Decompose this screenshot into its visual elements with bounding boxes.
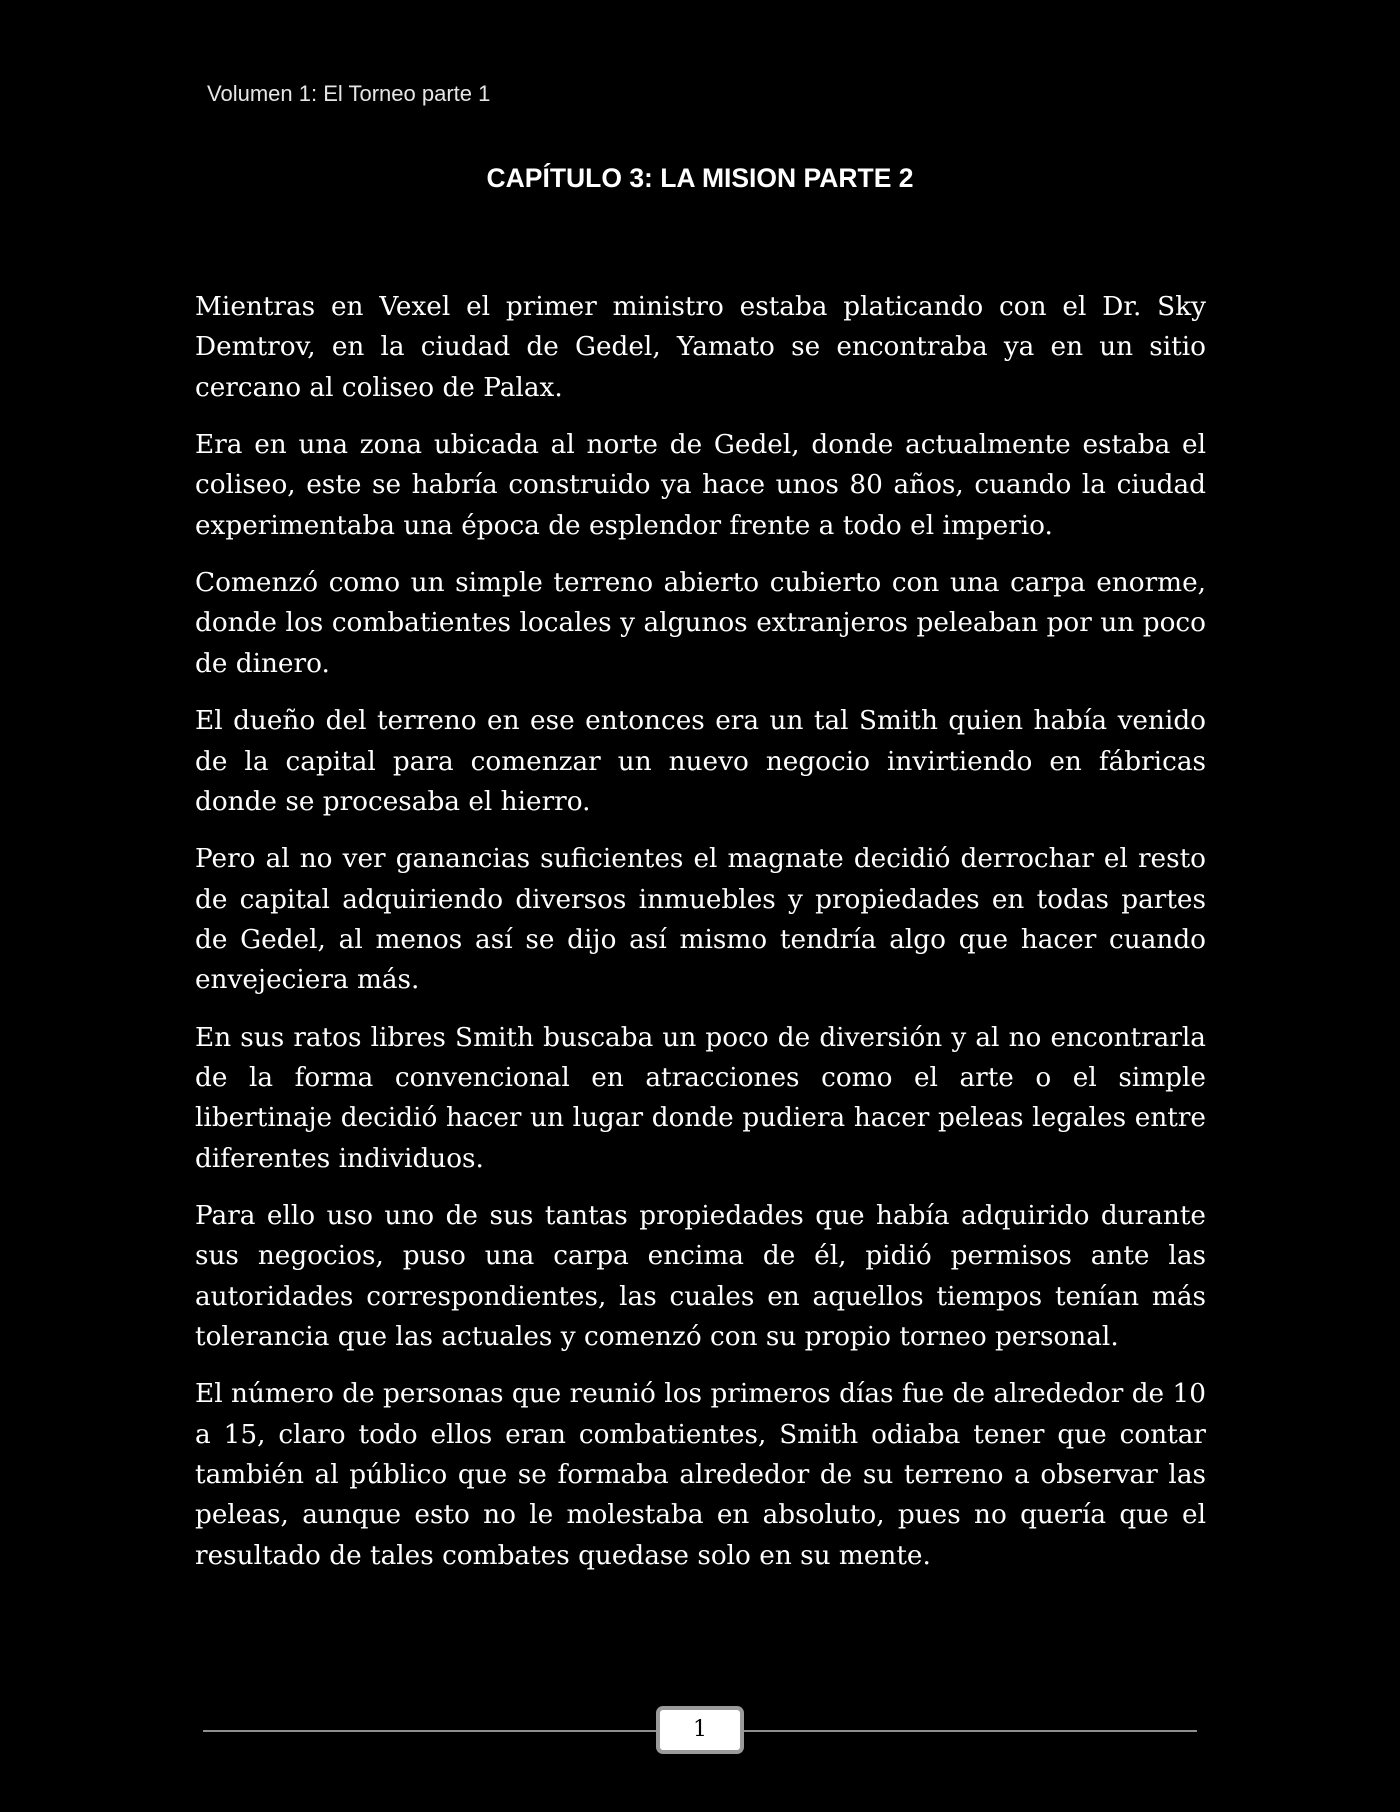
paragraph: Mientras en Vexel el primer ministro estaba platicando con el Dr. Sky Demtrov, en la ciudad de Gedel, Yamato se encontraba ya en un sitio cercano al coliseo de Palax. [195, 292, 1206, 403]
paragraph: Era en una zona ubicada al norte de Gedel, donde actualmente estaba el coliseo, este se habría construido ya hace unos 80 años, cuando la ciudad experimentaba una época de esplendor frente a todo el imperio. [195, 430, 1206, 541]
chapter-title: CAPÍTULO 3: LA MISION PARTE 2 [486, 163, 914, 193]
paragraph: Pero al no ver ganancias suficientes el magnate decidió derrochar el resto de capital adquiriendo diversos inmuebles y propiedades en todas partes de Gedel, al menos así se dijo así mismo tendría algo que hacer cuando envejeciera más. [195, 844, 1206, 996]
running-header: Volumen 1: El Torneo parte 1 [207, 81, 491, 106]
page-number: 1 [656, 1706, 744, 1754]
paragraph: Para ello uso uno de sus tantas propiedades que había adquirido durante sus negocios, puso una carpa encima de él, pidió permisos ante las autoridades correspondientes, las cuales en aquellos tiempos tenían más tolerancia que las actuales y comenzó con su propio torneo personal. [195, 1201, 1206, 1352]
page-footer [203, 1706, 1197, 1754]
paragraph: En sus ratos libres Smith buscaba un poco de diversión y al no encontrarla de la forma convencional en atracciones como el arte o el simple libertinaje decidió hacer un lugar donde pudiera hacer peleas legales entre diferentes individuos. [195, 1022, 1206, 1174]
paragraph: Comenzó como un simple terreno abierto cubierto con una carpa enorme, donde los combatientes locales y algunos extranjeros peleaban por un poco de dinero. [195, 568, 1206, 679]
paragraph: El dueño del terreno en ese entonces era un tal Smith quien había venido de la capital para comenzar un nuevo negocio invirtiendo en fábricas donde se procesaba el hierro. [195, 706, 1206, 817]
chapter-body [195, 287, 1206, 1593]
paragraph: El número de personas que reunió los primeros días fue de alrededor de 10 a 15, claro todo ellos eran combatientes, Smith odiaba tener que contar también al público que se formaba alrededor de su terreno a observar las peleas, aunque esto no le molestaba en absoluto, pues no quería que el resultado de tales combates quedase solo en su mente. [195, 1379, 1206, 1571]
